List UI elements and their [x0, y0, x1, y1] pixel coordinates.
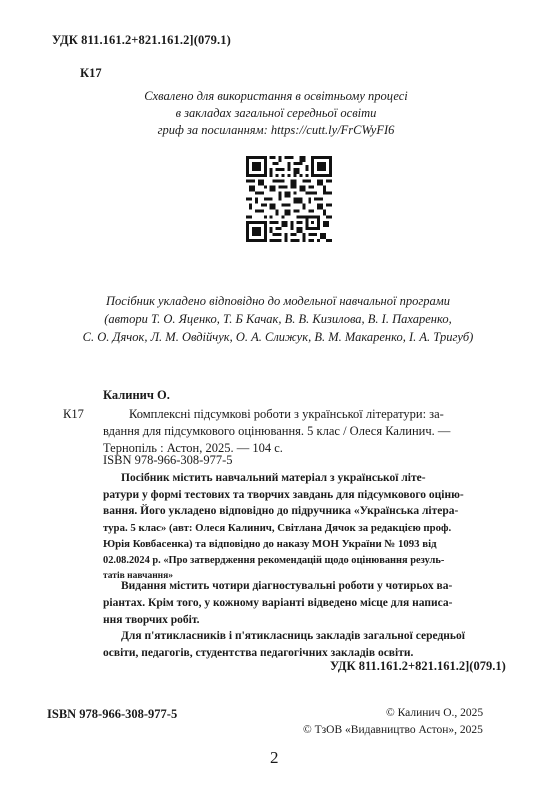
udk-code-top: УДК 811.161.2+821.161.2](079.1) [52, 33, 231, 47]
qr-code-icon [246, 156, 332, 242]
bib-line: Комплексні підсумкові роботи з української літератури: за- [129, 407, 444, 421]
annotation-paragraph-3 [103, 628, 493, 662]
annotation-line: ратури у формі тестових та творчих завдань для підсумкового оціню- [103, 488, 464, 501]
library-index-side: К17 [63, 407, 84, 421]
annotation-line: ріантах. Крім того, у кожному варіанті відведено місце для написа- [103, 597, 453, 609]
annotation-line: татів навчання» [103, 571, 174, 581]
copyright-author: © Калинич О., 2025 [386, 707, 484, 719]
program-line: (автори Т. О. Яценко, Т. Б Качак, В. В. Кизилова, В. І. Пахаренко, [104, 312, 452, 326]
program-note [48, 292, 508, 346]
udk-code-bottom: УДК 811.161.2+821.161.2](079.1) [330, 659, 506, 673]
bibliographic-record [103, 406, 488, 457]
annotation-line: Посібник містить навчальний матеріал з української літе- [121, 472, 426, 484]
bib-line: вдання для підсумкового оцінювання. 5 клас / Олеся Калинич. — [103, 424, 451, 438]
approval-notice [60, 88, 492, 139]
annotation-line: Для п'ятикласників і п'ятикласниць закладів загальної середньої [121, 630, 465, 642]
annotation-line: тура. 5 клас» (авт: Олеся Калинич, Світлана Дячок за редакцією проф. [103, 521, 452, 534]
author-name: Калинич О. [103, 388, 170, 402]
annotation-line: Юрія Ковбасенка) та відповідно до наказу МОН України № 1093 від [103, 538, 437, 550]
annotation-paragraph [103, 470, 493, 583]
annotation-paragraph-2 [103, 578, 493, 629]
isbn-bottom: ISBN 978-966-308-977-5 [47, 707, 178, 721]
isbn-line: ISBN 978-966-308-977-5 [103, 453, 233, 467]
annotation-line: Видання містить чотири діагностувальні роботи у чотирьох ва- [121, 580, 453, 592]
program-line: С. О. Дячок, Л. М. Овдійчук, О. А. Слижук, В. М. Макаренко, І. А. Тригуб) [82, 330, 474, 344]
copyright-publisher: © ТзОВ «Видавництво Астон», 2025 [303, 724, 483, 736]
bib-line: Тернопіль : Астон, 2025. — 104 с. [103, 441, 283, 455]
library-index-top: К17 [80, 66, 102, 80]
program-line: Посібник укладено відповідно до модельної навчальної програми [106, 294, 450, 308]
annotation-line: ння творчих робіт. [103, 614, 200, 626]
page-number: 2 [270, 748, 279, 767]
annotation-line: освіти, педагогів, студентства педагогічних закладів освіти. [103, 647, 414, 659]
annotation-line: 02.08.2024 р. «Про затвердження рекомендацій щодо оцінювання резуль- [103, 554, 445, 566]
annotation-line: вання. Його укладено відповідно до підручника «Українська літера- [103, 505, 459, 517]
approval-line: гриф за посиланням: https://cutt.ly/FrCWyFI6 [157, 123, 395, 137]
approval-line: в закладах загальної середньої освіти [175, 106, 377, 120]
approval-line: Схвалено для використання в освітньому процесі [144, 89, 408, 103]
